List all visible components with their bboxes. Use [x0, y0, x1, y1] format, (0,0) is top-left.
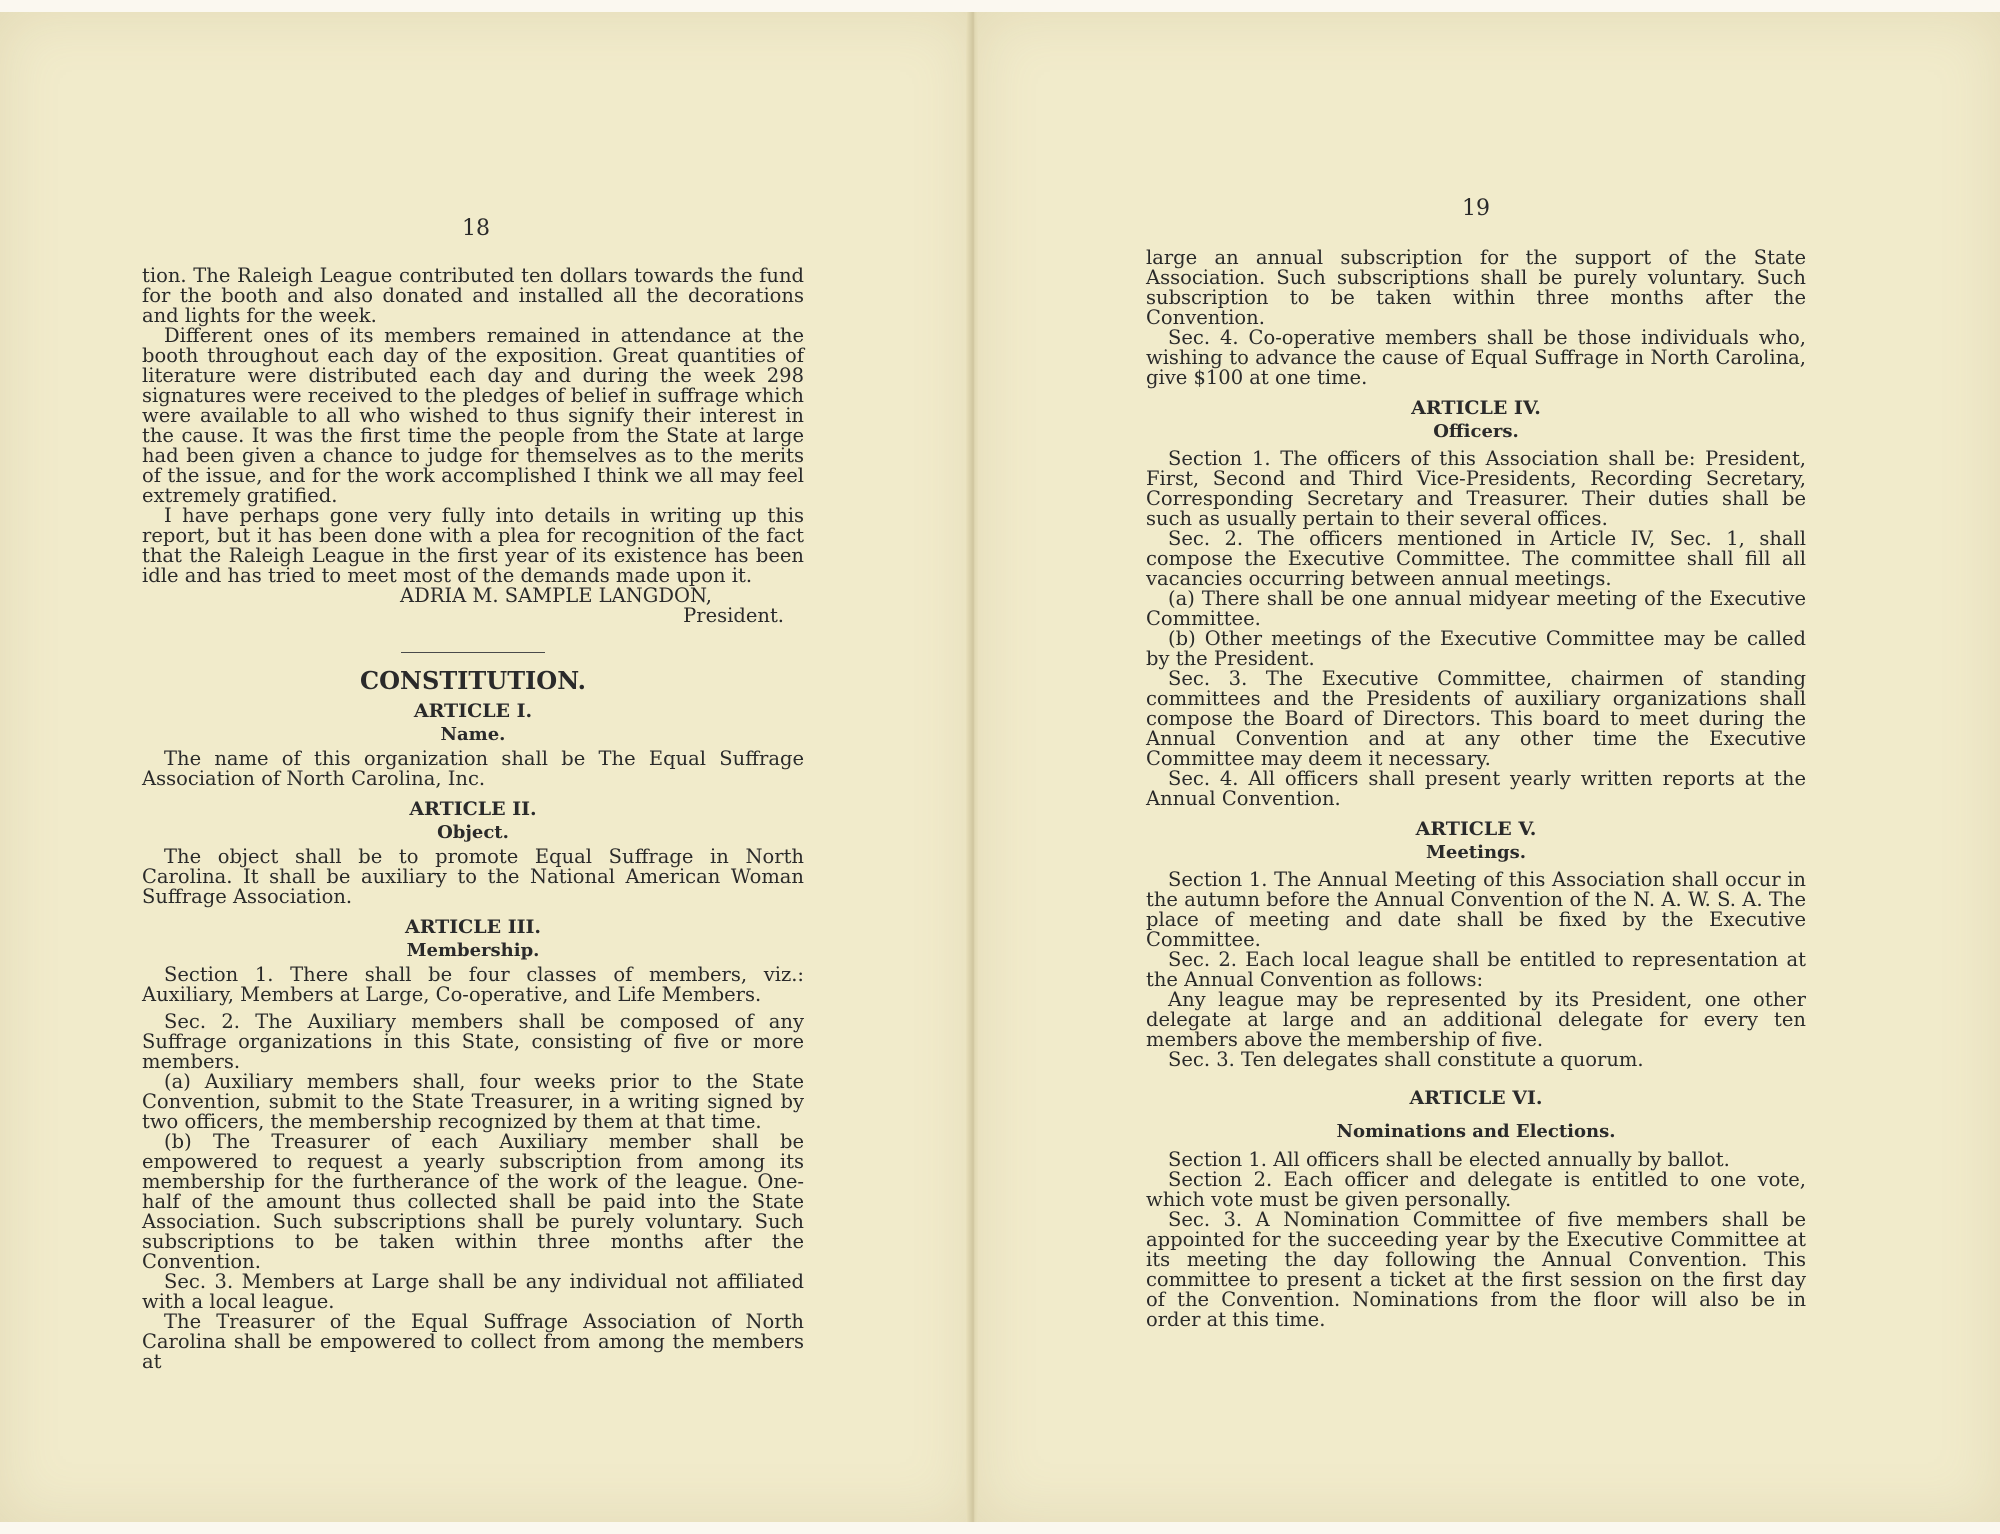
report-paragraph: Different ones of its members remained in attendance at the booth throughout each day of the exposition. Great quantities of literature were distributed each day and during the week 298 signatures were received to the pledges of belief in suffrage which were available to all who wished to thus signify their interest in the cause. It was the first time the people from the State at large had been given a chance to judge for themselves as to the merits of the issue, and for the work accomplished I think we all may feel extremely gratified.: [142, 324, 804, 507]
article-section: Sec. 2. The officers mentioned in Article IV, Sec. 1, shall compose the Executive Committee. The committee shall fill all vacancies occurring between annual meetings.: [1146, 527, 1806, 590]
report-paragraph: tion. The Raleigh League contributed ten dollars towards the fund for the booth and also donated and installed all the decorations and lights for the week.: [142, 264, 804, 327]
signature-name: ADRIA M. SAMPLE LANGDON,: [400, 584, 712, 607]
left-page-body: [142, 266, 804, 1372]
article-heading: ARTICLE IV.: [1411, 397, 1541, 419]
article-section: (a) Auxiliary members shall, four weeks prior to the State Convention, submit to the State Treasurer, in a writing signed by two officers, the membership recognized by them at that time.: [142, 1070, 804, 1133]
article-section: The Treasurer of the Equal Suffrage Association of North Carolina shall be empowered to collect from among the members at: [142, 1310, 804, 1373]
article-section: Sec. 3. The Executive Committee, chairmen of standing committees and the Presidents of auxiliary organizations shall compose the Board of Directors. This board to meet during the Annual Convention and at any other time the Executive Committee may deem it necessary.: [1146, 667, 1806, 770]
article-subheading: Name.: [440, 724, 506, 745]
page-number-right: 19: [1462, 196, 1490, 221]
article-section: (b) Other meetings of the Executive Committee may be called by the President.: [1146, 627, 1806, 670]
article-section: Section 2. Each officer and delegate is entitled to one vote, which vote must be given personally.: [1146, 1168, 1806, 1211]
article-subheading: Nominations and Elections.: [1336, 1121, 1616, 1142]
article-heading: ARTICLE VI.: [1409, 1087, 1543, 1109]
article-subheading: Officers.: [1433, 421, 1519, 442]
article-heading: ARTICLE II.: [409, 798, 537, 820]
article-heading: ARTICLE I.: [413, 700, 533, 722]
article-section: Sec. 3. Members at Large shall be any individual not affiliated with a local league.: [142, 1270, 804, 1313]
continuation-paragraph: large an annual subscription for the support of the State Association. Such subscriptions shall be purely voluntary. Such subscription to be taken within three months after the Convention.: [1146, 246, 1806, 329]
constitution-title: CONSTITUTION.: [360, 666, 586, 695]
section-divider: [401, 652, 545, 653]
article-section: Sec. 4. All officers shall present yearly written reports at the Annual Convention.: [1146, 767, 1806, 810]
article-section: Sec. 2. The Auxiliary members shall be composed of any Suffrage organizations in this State, consisting of five or more members.: [142, 1010, 804, 1073]
article-section: Section 1. The Annual Meeting of this Association shall occur in the autumn before the Annual Convention of the N. A. W. S. A. The place of meeting and date shall be fixed by the Executive Committee.: [1146, 868, 1806, 951]
article-section: Sec. 4. Co-operative members shall be those individuals who, wishing to advance the cause of Equal Suffrage in North Carolina, give $100 at one time.: [1146, 326, 1806, 389]
page-number-left: 18: [462, 216, 490, 241]
article-heading: ARTICLE III.: [404, 916, 542, 938]
article-section: Sec. 3. A Nomination Committee of five members shall be appointed for the succeeding year by the Executive Committee at its meeting the day following the Annual Convention. This committee to present a ticket at the first session on the first day of the Convention. Nominations from the floor will also be in order at this time.: [1146, 1208, 1806, 1331]
article-section: (a) There shall be one annual midyear meeting of the Executive Committee.: [1146, 587, 1806, 630]
left-page: [0, 12, 972, 1522]
article-section: (b) The Treasurer of each Auxiliary member shall be empowered to request a yearly subscription from among its membership for the furtherance of the work of the league. One-half of the amount thus collected shall be paid into the State Association. Such subscriptions shall be purely voluntary. Such subscriptions to be taken within three months after the Convention.: [142, 1130, 804, 1273]
article-section: Section 1. The officers of this Association shall be: President, First, Second and Third Vice-Presidents, Recording Secretary, Corresponding Secretary and Treasurer. Their duties shall be such as usually pertain to their several offices.: [1146, 447, 1806, 530]
article-section: Sec. 2. Each local league shall be entitled to representation at the Annual Convention as follows:: [1146, 948, 1806, 991]
report-paragraph: I have perhaps gone very fully into details in writing up this report, but it has been done with a plea for recognition of the fact that the Raleigh League in the first year of its existence has been idle and has tried to meet most of the demands made upon it.: [142, 504, 804, 587]
article-section: Sec. 3. Ten delegates shall constitute a quorum.: [1168, 1048, 1644, 1071]
right-page: [978, 12, 2000, 1522]
article-heading: ARTICLE V.: [1415, 818, 1537, 840]
right-page-body: [1146, 248, 1806, 1330]
article-section: Section 1. There shall be four classes of members, viz.: Auxiliary, Members at Large, Co-operative, and Life Members.: [142, 963, 804, 1006]
article-text: The object shall be to promote Equal Suffrage in North Carolina. It shall be auxiliary to the National American Woman Suffrage Association.: [142, 845, 804, 908]
article-section: Section 1. All officers shall be elected annually by ballot.: [1168, 1148, 1730, 1171]
article-section: Any league may be represented by its President, one other delegate at large and an additional delegate for every ten members above the membership of five.: [1146, 988, 1806, 1051]
article-subheading: Object.: [437, 822, 509, 843]
article-text: The name of this organization shall be The Equal Suffrage Association of North Carolina, Inc.: [142, 747, 804, 790]
signature-title: President.: [683, 604, 784, 627]
article-subheading: Meetings.: [1425, 842, 1527, 863]
article-subheading: Membership.: [406, 940, 540, 961]
